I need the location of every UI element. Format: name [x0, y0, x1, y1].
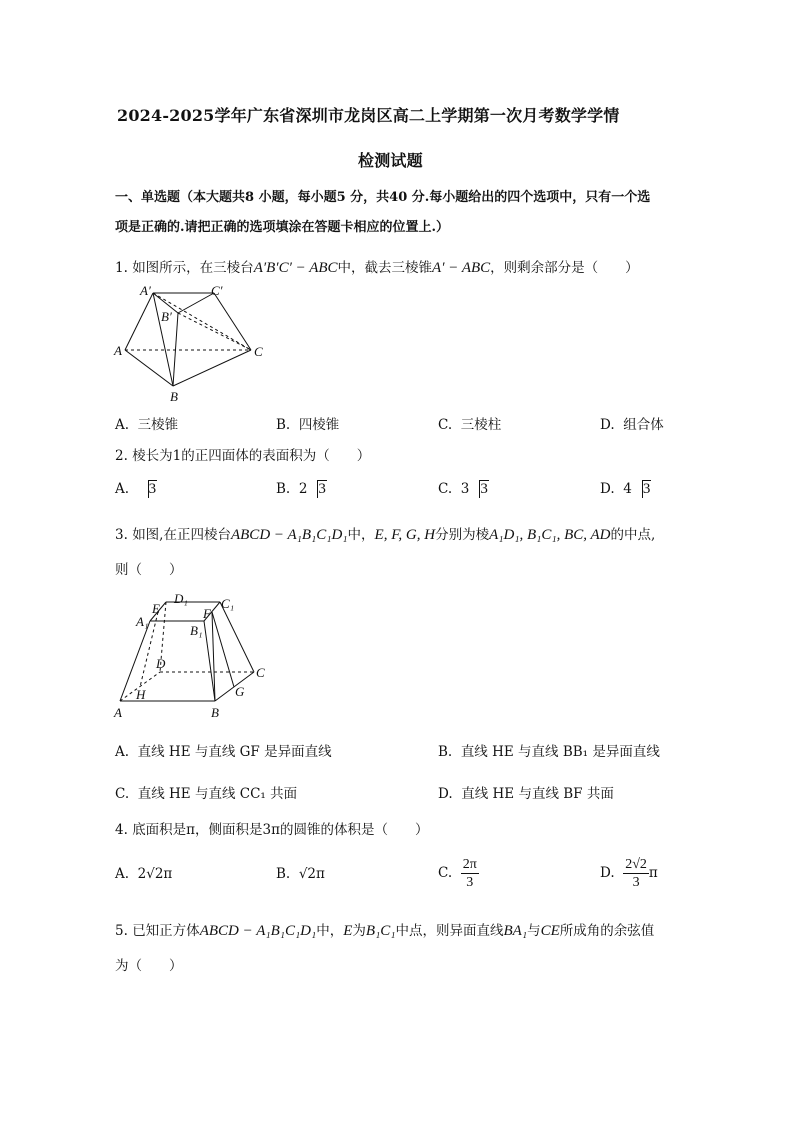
section-header-line1: 一、单选题（本大题共8 小题，每小题5 分，共40 分.每小题给出的四个选项中，只有一个选	[115, 190, 651, 205]
question-5-stem: 5. 已知正方体ABCD − A₁B₁C₁D₁中，E为B₁C₁中点，则异面直线BA₁与CE所成角的余弦值	[115, 923, 655, 939]
question-4-stem: 4. 底面积是π，侧面积是3π的圆锥的体积是（ ）	[115, 822, 429, 838]
label-B1: B₁	[190, 623, 203, 638]
question-3-stem: 3. 如图,在正四棱台ABCD − A₁B₁C₁D₁中，E, F, G, H分别为棱A₁D₁, B₁C₁, BC, AD的中点,	[115, 527, 656, 543]
q1-option-d[interactable]: D. 组合体	[600, 417, 664, 433]
q1-option-b[interactable]: B. 四棱锥	[276, 417, 340, 433]
label-A: A	[114, 705, 122, 720]
doc-title-line2: 检测试题	[358, 151, 423, 170]
label-G: G	[235, 684, 245, 699]
q2-option-d[interactable]: D. 4 3	[600, 481, 651, 497]
q3-figure-frustum	[108, 588, 278, 723]
question-3-stem-line2: 则（ ）	[115, 562, 183, 578]
q1-figure-frustum	[108, 280, 278, 405]
label-A-prime: A′	[140, 283, 151, 298]
label-B: B	[211, 705, 219, 720]
label-B-prime: B′	[161, 309, 172, 324]
label-C: C	[254, 344, 263, 359]
label-C: C	[256, 665, 265, 680]
q3-option-b[interactable]: B. 直线 HE 与直线 BB₁ 是异面直线	[438, 744, 660, 760]
label-B: B	[170, 389, 178, 404]
q3-option-c[interactable]: C. 直线 HE 与直线 CC₁ 共面	[115, 786, 298, 802]
q4-option-d[interactable]: D. $\frac{2√2}{3}$ π	[600, 857, 658, 890]
label-E: E	[152, 601, 160, 616]
q3-option-d[interactable]: D. 直线 HE 与直线 BF 共面	[438, 786, 614, 802]
q4-option-c[interactable]: C. $\frac{2\pi}{3}$	[438, 857, 477, 890]
label-F: F	[203, 606, 211, 621]
label-D: D	[156, 656, 166, 671]
label-H: H	[136, 687, 146, 702]
label-D1: D₁	[174, 591, 188, 606]
label-A1: A₁	[136, 614, 149, 629]
q1-option-c[interactable]: C. 三棱柱	[438, 417, 502, 433]
question-5-stem-line2: 为（ ）	[115, 958, 183, 974]
q2-option-b[interactable]: B. 2 3	[276, 481, 326, 497]
q1-option-a[interactable]: A. 三棱锥	[115, 417, 179, 433]
q4-option-a[interactable]: A. 2√2π	[115, 866, 173, 882]
label-C1: C₁	[221, 596, 235, 611]
question-1-stem: 1. 如图所示，在三棱台A′B′C′ − ABC中，截去三棱锥A′ − ABC，则剩余部分是（ ）	[115, 260, 639, 276]
question-number: 1.	[115, 260, 128, 276]
doc-title-line1: 2024-2025学年广东省深圳市龙岗区高二上学期第一次月考数学学情	[117, 106, 620, 125]
section-header-line2: 项是正确的.请把正确的选项填涂在答题卡相应的位置上.）	[115, 220, 450, 235]
question-2-stem: 2. 棱长为1的正四面体的表面积为（ ）	[115, 448, 371, 464]
label-A: A	[114, 343, 122, 358]
label-C-prime: C′	[211, 283, 223, 298]
q3-option-a[interactable]: A. 直线 HE 与直线 GF 是异面直线	[115, 744, 332, 760]
q2-option-c[interactable]: C. 3 3	[438, 481, 488, 497]
q4-option-b[interactable]: B. √2π	[276, 866, 325, 882]
q2-option-a[interactable]: A. 3	[115, 481, 157, 497]
